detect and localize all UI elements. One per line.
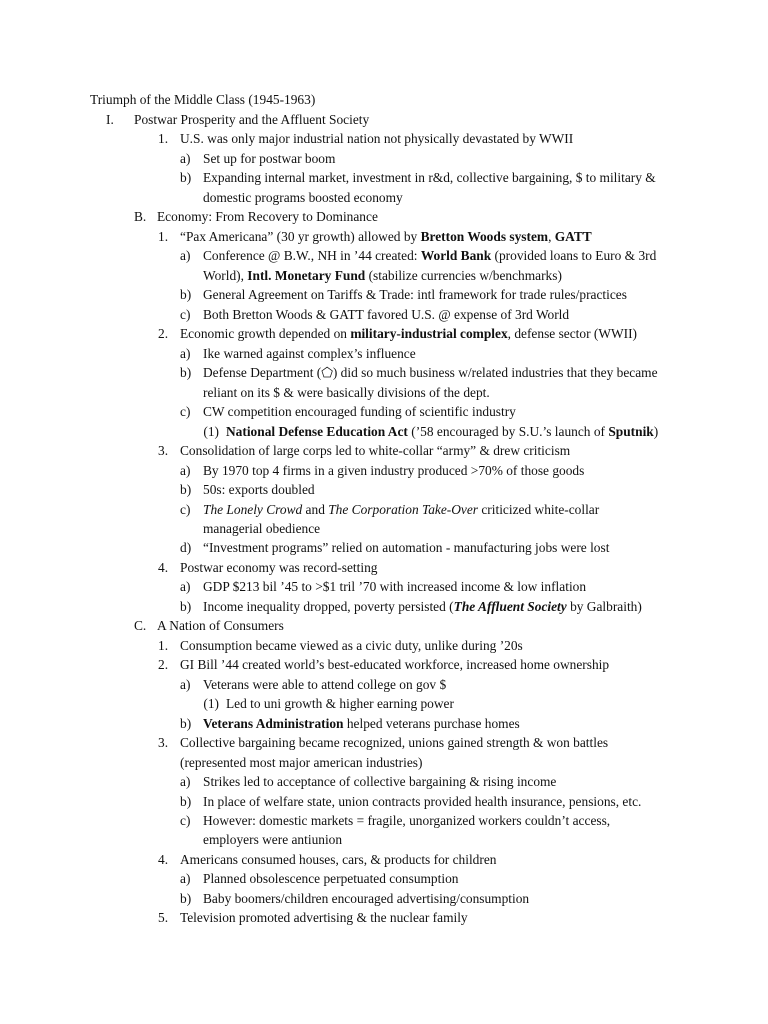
bold-term: military-industrial complex [350,326,508,341]
outline-text [180,324,637,343]
text-segment: Postwar economy was record-setting [180,560,378,575]
outline-marker: B. [134,209,147,224]
text-segment: Set up for postwar boom [203,151,336,166]
outline-line [0,850,768,869]
outline-text [180,129,573,148]
italic-title: The Corporation Take-Over [328,502,479,517]
outline-line [0,207,768,226]
text-segment: In place of welfare state, union contracts provided health insurance, pensions, etc. [203,794,642,809]
outline-text [134,110,369,129]
outline-text [157,616,284,635]
outline-marker: b) [180,170,192,185]
text-segment: GI Bill ’44 created world’s best-educated workforce, increased home ownership [180,657,610,672]
text-segment: A Nation of Consumers [157,618,284,633]
text-segment: reliant on its $ & were basically divisions of the dept. [203,385,490,400]
outline-line [0,753,768,772]
text-segment: employers were antiunion [203,832,343,847]
outline-text [180,558,377,577]
outline-line [0,168,768,187]
outline-text [180,441,570,460]
outline-marker: C. [134,618,147,633]
outline-text [203,675,446,694]
outline-text [180,227,592,246]
text-segment: Triumph of the Middle Class (1945-1963) [90,92,316,107]
outline-line [0,246,768,265]
text-segment: “Investment programs” relied on automation - manufacturing jobs were lost [203,540,610,555]
outline-line [0,694,768,713]
outline-line [0,266,768,285]
text-segment: Led to uni growth & higher earning power [226,696,454,711]
outline-marker: b) [180,287,192,302]
outline-text [203,538,609,557]
outline-line [0,227,768,246]
outline-text [203,344,416,363]
bold-term: GATT [554,229,592,244]
text-segment: General Agreement on Tariffs & Trade: intl framework for trade rules/practices [203,287,627,302]
outline-marker: a) [180,151,191,166]
outline-marker: 1. [158,638,169,653]
outline-marker: a) [180,248,191,263]
outline-marker: b) [180,716,192,731]
outline-line [0,772,768,791]
outline-marker: b) [180,794,192,809]
text-segment: Both Bretton Woods & GATT favored U.S. @ expense of 3rd World [203,307,570,322]
outline-text [203,363,658,382]
outline-line [0,305,768,324]
italic-title: The Lonely Crowd [203,502,303,517]
outline-text [203,168,656,187]
outline-marker: I. [106,112,114,127]
outline-marker: 3. [158,443,169,458]
outline-line [0,869,768,888]
outline-line [0,402,768,421]
outline-line [0,733,768,752]
outline-line [0,616,768,635]
outline-text [226,694,454,713]
outline-text [203,889,529,908]
outline-marker: c) [180,404,191,419]
text-segment: Planned obsolescence perpetuated consumption [203,871,459,886]
outline-line [0,383,768,402]
text-segment: Collective bargaining became recognized, unions gained strength & won battles [180,735,609,750]
text-segment: Strikes led to acceptance of collective bargaining & rising income [203,774,557,789]
outline-marker: 2. [158,326,169,341]
text-segment: U.S. was only major industrial nation not physically devastated by WWII [180,131,574,146]
outline-marker: 2. [158,657,169,672]
outline-line [0,558,768,577]
text-segment: Economy: From Recovery to Dominance [157,209,378,224]
outline-marker: 1. [158,229,169,244]
outline-line [0,500,768,519]
text-segment: helped veterans purchase homes [343,716,520,731]
text-segment: “Pax Americana” (30 yr growth) allowed by [180,229,421,244]
outline-line [0,889,768,908]
outline-marker: c) [180,307,191,322]
outline-line [0,129,768,148]
outline-line [0,149,768,168]
outline-line [0,110,768,129]
outline-line [0,636,768,655]
outline-line [0,90,768,109]
outline-text [203,188,403,207]
outline-line [0,811,768,830]
bold-term: Veterans Administration [203,716,344,731]
outline-marker: 3. [158,735,169,750]
text-segment: (’58 encouraged by S.U.’s launch of [407,424,609,439]
outline-line [0,655,768,674]
text-segment: By 1970 top 4 firms in a given industry produced >70% of those goods [203,463,585,478]
outline-marker: a) [180,871,191,886]
bold-term: Intl. Monetary Fund [247,268,366,283]
outline-line [0,461,768,480]
outline-marker: (1) [203,696,219,711]
outline-line [0,597,768,616]
outline-line [0,344,768,363]
text-segment: CW competition encouraged funding of scientific industry [203,404,516,419]
outline-line [0,908,768,927]
outline-text [203,577,586,596]
outline-text [203,792,641,811]
outline-text [203,480,315,499]
outline-line [0,324,768,343]
outline-marker: 4. [158,852,169,867]
text-segment: Consolidation of large corps led to white-collar “army” & drew criticism [180,443,571,458]
outline-text [90,90,315,109]
text-segment: However: domestic markets = fragile, unorganized workers couldn’t access, [203,813,611,828]
outline-marker: b) [180,599,192,614]
outline-line [0,792,768,811]
outline-text [203,266,562,285]
outline-text [203,597,642,616]
outline-text [203,461,584,480]
outline-marker: (1) [203,424,219,439]
text-segment: criticized white-collar [478,502,600,517]
outline-marker: b) [180,891,192,906]
text-segment: Income inequality dropped, poverty persisted ( [203,599,454,614]
outline-line [0,538,768,557]
text-segment: , [548,229,555,244]
outline-marker: a) [180,774,191,789]
outline-line [0,830,768,849]
outline-line [0,285,768,304]
text-segment: Defense Department (⬠) did so much business w/related industries that they became [203,365,658,380]
outline-marker: a) [180,463,191,478]
text-segment: Conference @ B.W., NH in ’44 created: [203,248,421,263]
outline-text [157,207,378,226]
outline-text [203,383,490,402]
outline-text [203,149,335,168]
outline-marker: a) [180,346,191,361]
text-segment: Baby boomers/children encouraged advertising/consumption [203,891,530,906]
bold-term: National Defense Education Act [226,424,408,439]
outline-text [180,850,496,869]
text-segment: (represented most major american industries) [180,755,423,770]
outline-text [203,500,599,519]
outline-text [203,714,520,733]
text-segment: (provided loans to Euro & 3rd [491,248,657,263]
bold-term: Bretton Woods system [420,229,549,244]
bold-term: World Bank [420,248,492,263]
outline-line [0,675,768,694]
bold-italic-title: The Affluent Society [453,599,567,614]
text-segment: domestic programs boosted economy [203,190,403,205]
text-segment: World), [203,268,248,283]
text-segment: Economic growth depended on [180,326,351,341]
outline-marker: a) [180,579,191,594]
text-segment: 50s: exports doubled [203,482,315,497]
text-segment: Consumption became viewed as a civic duty, unlike during ’20s [180,638,523,653]
outline-text [203,402,516,421]
outline-line [0,363,768,382]
outline-marker: 1. [158,131,169,146]
outline-text [180,753,422,772]
text-segment: Postwar Prosperity and the Affluent Society [134,112,370,127]
outline-marker: a) [180,677,191,692]
outline-line [0,441,768,460]
outline-line [0,577,768,596]
outline-marker: c) [180,502,191,517]
outline-text [203,246,656,265]
text-segment: (stabilize currencies w/benchmarks) [365,268,562,283]
text-segment: GDP $213 bil ’45 to >$1 tril ’70 with increased income & low inflation [203,579,587,594]
outline-text [180,733,608,752]
text-segment: managerial obedience [203,521,321,536]
outline-text [203,305,569,324]
outline-line [0,422,768,441]
outline-text [203,869,458,888]
bold-term: Sputnik [608,424,654,439]
outline-text [180,636,523,655]
outline-marker: d) [180,540,192,555]
outline-marker: 5. [158,910,169,925]
outline-line [0,480,768,499]
text-segment: ) [653,424,659,439]
text-segment: by Galbraith) [566,599,642,614]
outline-marker: 4. [158,560,169,575]
text-segment: Americans consumed houses, cars, & products for children [180,852,497,867]
outline-line [0,519,768,538]
outline-text [180,655,609,674]
outline-line [0,188,768,207]
text-segment: Expanding internal market, investment in r&d, collective bargaining, $ to military & [203,170,656,185]
outline-text [203,772,556,791]
outline-line [0,714,768,733]
text-segment: and [302,502,329,517]
text-segment: , defense sector (WWII) [507,326,638,341]
outline-text [203,285,627,304]
text-segment: Ike warned against complex’s influence [203,346,416,361]
outline-marker: b) [180,365,192,380]
outline-text [203,830,342,849]
outline-text [180,908,468,927]
outline-text [203,811,610,830]
text-segment: Television promoted advertising & the nuclear family [180,910,468,925]
outline-marker: b) [180,482,192,497]
outline-text [226,422,658,441]
outline-marker: c) [180,813,191,828]
text-segment: Veterans were able to attend college on gov $ [203,677,447,692]
outline-text [203,519,320,538]
